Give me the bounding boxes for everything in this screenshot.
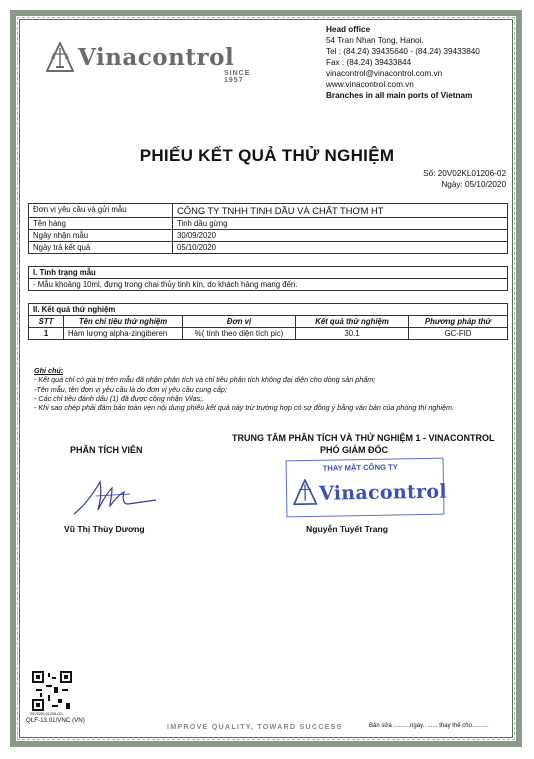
section-heading: I. Tình trạng mẫu <box>29 267 507 279</box>
note-line: - Kết quả chỉ có giá trị trên mẫu đã nhận phân tích và chỉ tiêu phân tích không đại diện cho dòng sản phẩm; <box>34 375 376 385</box>
head-office-label: Head office <box>326 25 371 34</box>
slogan: IMPROVE QUALITY, TOWARD SUCCESS <box>167 722 343 731</box>
table-row <box>29 328 508 340</box>
column-header: Kết quả thử nghiệm <box>296 316 409 328</box>
note-line: - Khi sao chép phải đảm bảo toàn vẹn nội dung phiếu kết quả này trừ trường hợp có sự đồng ý bằng văn bản của phòng thí nghiệm. <box>34 403 454 413</box>
sample-condition-section <box>28 266 508 291</box>
sample-info-table <box>28 203 508 254</box>
column-header: STT <box>29 316 64 328</box>
address: 54 Tran Nhan Tong, Hanoi. <box>326 36 424 45</box>
info-label: Tên hàng <box>29 218 173 230</box>
deputy-director-title: PHÓ GIÁM ĐỐC <box>320 445 389 455</box>
info-value: 05/10/2020 <box>173 242 508 254</box>
stamp-wordmark: Vinacontrol <box>318 480 448 505</box>
table-row <box>29 218 508 230</box>
table-row <box>29 204 508 218</box>
section-heading: II. Kết quả thử nghiệm <box>33 305 116 314</box>
qr-id: 20V02KL01206-02- <box>30 712 63 716</box>
fax: Fax : (84.24) 39433844 <box>326 58 412 67</box>
row-method: GC-FID <box>409 328 508 340</box>
email: vinacontrol@vinacontrol.com.vn <box>326 69 443 78</box>
column-header: Phương pháp thử <box>409 316 508 328</box>
table-row <box>29 230 508 242</box>
info-value: Tinh dầu gừng <box>173 218 508 230</box>
info-value: CÔNG TY TNHH TINH DẦU VÀ CHẤT THƠM HT <box>173 204 508 218</box>
table-row <box>29 242 508 254</box>
info-value: 30/09/2020 <box>173 230 508 242</box>
section-body: - Mẫu khoảng 10ml, đựng trong chai thủy tinh kín, do khách hàng mang đến. <box>33 280 298 289</box>
branches: Branches in all main ports of Vietnam <box>326 91 473 100</box>
analyst-title: PHÂN TÍCH VIÊN <box>70 445 143 455</box>
company-logo <box>46 42 251 84</box>
revision-line: Bản sửa ..........ngày.. ...... thay thế cho.......... <box>369 723 489 729</box>
tel: Tel : (84.24) 39435640 - (84.24) 39433840 <box>326 47 480 56</box>
document-number-block <box>423 168 506 190</box>
results-table <box>28 315 508 340</box>
info-label: Ngày trả kết quả <box>29 242 173 254</box>
row-result: 30.1 <box>296 328 409 340</box>
column-header: Tên chỉ tiêu thử nghiệm <box>64 316 183 328</box>
row-name: Hàm lượng alpha-zingiberen <box>64 328 183 340</box>
notes-heading: Ghi chú: <box>34 366 64 375</box>
document-date: Ngày: 05/10/2020 <box>441 180 506 189</box>
document-number: Số: 20V02KL01206-02 <box>423 169 506 178</box>
company-stamp <box>286 458 448 518</box>
analyst-name: Vũ Thị Thùy Dương <box>64 524 145 534</box>
info-label: Đơn vị yêu cầu và gửi mẫu <box>29 204 173 218</box>
qr-code-icon <box>32 671 72 711</box>
row-stt: 1 <box>29 328 64 340</box>
info-label: Ngày nhận mẫu <box>29 230 173 242</box>
form-code: QLF-13.01/VNC (VN) <box>26 717 85 724</box>
scales-emblem-icon <box>46 42 74 72</box>
logo-since: SINCE 1957 <box>224 70 251 84</box>
stamp-caption: THAY MẶT CÔNG TY <box>322 462 398 473</box>
note-line: - Các chỉ tiêu đánh dấu (1) đã được công nhận Vilas;. <box>34 393 205 403</box>
stamp-emblem-icon <box>293 479 317 505</box>
row-unit: %( tính theo diện tích pic) <box>183 328 296 340</box>
notes-block <box>34 366 504 412</box>
handwritten-signature <box>70 470 160 520</box>
note-line: -Tên mẫu, tên đơn vị yêu cầu là do đơn vị yêu cầu cung cấp; <box>34 384 227 394</box>
document-title: PHIẾU KẾT QUẢ THỬ NGHIỆM <box>139 146 395 165</box>
logo-wordmark: Vinacontrol <box>78 43 235 71</box>
head-office-block <box>326 24 480 101</box>
column-header: Đơn vị <box>183 316 296 328</box>
center-title: TRUNG TÂM PHÂN TÍCH VÀ THỬ NGHIỆM 1 - VINACONTROL <box>232 433 495 443</box>
deputy-director-name: Nguyễn Tuyết Trang <box>306 524 388 534</box>
website: www.vinacontrol.com.vn <box>326 80 414 89</box>
table-header-row <box>29 316 508 328</box>
